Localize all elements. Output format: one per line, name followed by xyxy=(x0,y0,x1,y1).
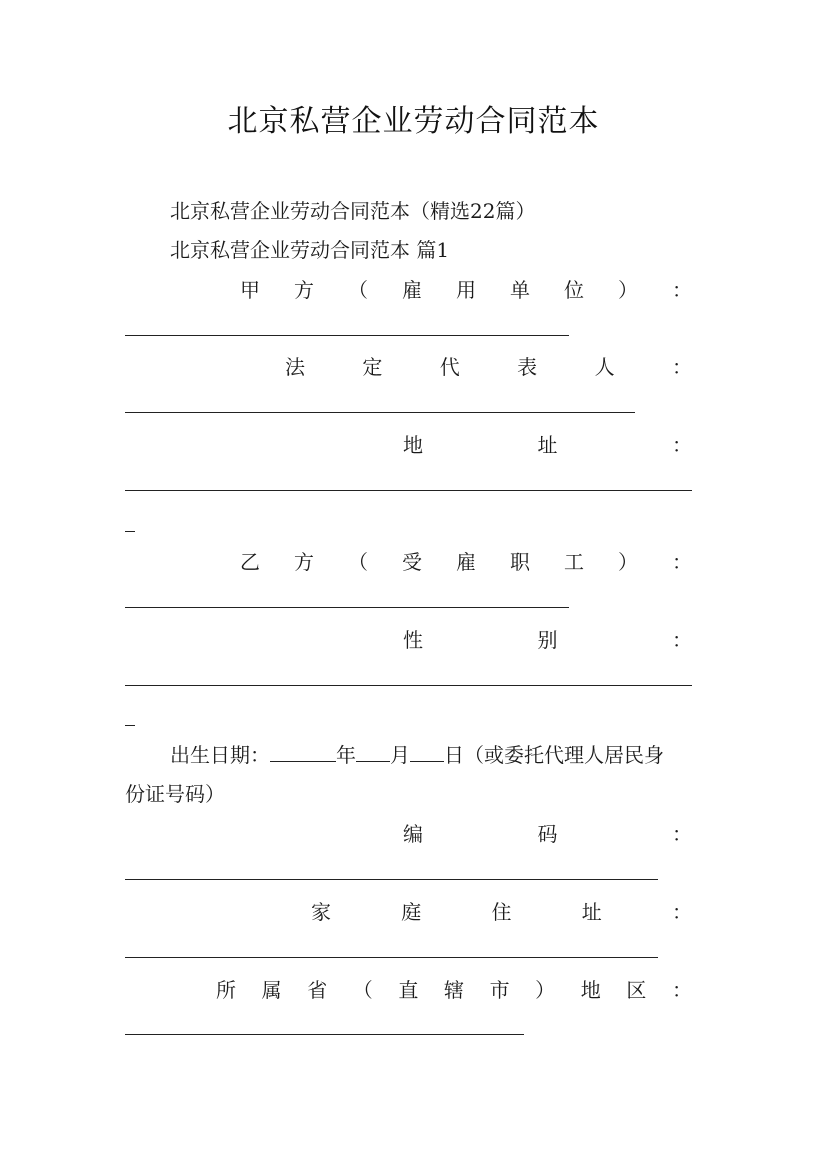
home-address-blank xyxy=(125,957,658,958)
code-blank xyxy=(125,879,658,880)
document-title: 北京私营企业劳动合同范本 xyxy=(227,104,600,139)
province-label: 所 属 省 （ 直 辖 市 ） 地 区 ： xyxy=(216,978,692,1002)
section-heading: 北京私营企业劳动合同范本 篇1 xyxy=(170,238,450,262)
gender-blank-tail xyxy=(125,725,135,726)
party-b-blank xyxy=(125,607,569,608)
birth-day-blank xyxy=(410,741,444,762)
birth-year-blank xyxy=(270,741,336,762)
gender-label: 性 别 ： xyxy=(403,628,692,652)
party-a-label: 甲 方 （ 雇 用 单 位 ） ： xyxy=(240,278,692,302)
party-b-label: 乙 方 （ 受 雇 职 工 ） ： xyxy=(240,550,692,574)
intro-line: 北京私营企业劳动合同范本（精选22篇） xyxy=(170,199,536,223)
party-a-blank xyxy=(125,335,569,336)
code-label: 编 码 ： xyxy=(403,822,692,846)
legal-rep-blank xyxy=(125,412,635,413)
address-blank xyxy=(125,490,692,491)
legal-rep-label: 法 定 代 表 人 ： xyxy=(285,355,692,379)
province-blank xyxy=(125,1034,524,1035)
birth-month-blank xyxy=(356,741,390,762)
address-blank-tail xyxy=(125,531,135,532)
home-address-label: 家 庭 住 址 ： xyxy=(311,900,692,924)
gender-blank xyxy=(125,685,692,686)
address-label: 地 址 ： xyxy=(403,433,692,457)
birth-date-line: 出生日期： 年 月 日（或委托代理人居民身 xyxy=(170,743,664,767)
birth-date-cont: 份证号码） xyxy=(125,782,225,806)
